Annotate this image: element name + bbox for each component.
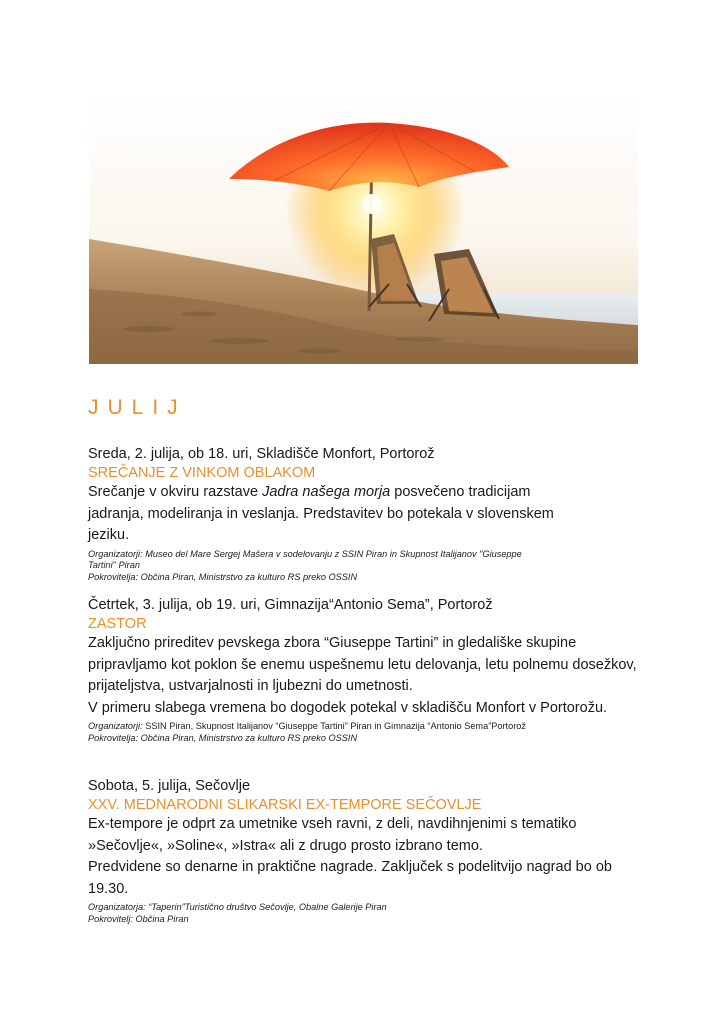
event-patron: Pokrovitelj: Občina Piran: [88, 913, 189, 924]
event-2: [88, 596, 648, 744]
event-patron: Pokroviteljа: Občina Piran, Ministrstvo za kulturo RS preko OSSIN: [88, 732, 358, 743]
event-date: Četrtek, 3. julija, ob 19. uri, Gimnazija“Antonio Sema”, Portorož: [88, 597, 493, 613]
exhibition-name: Jadra našega morja: [262, 484, 391, 500]
event-date: Sobota, 5. julija, Sečovlje: [88, 778, 251, 794]
event-title: XXV. MEDNARODNI SLIKARSKI EX-TEMPORE SEČOVLJE: [88, 797, 482, 813]
hero-photo: [89, 89, 638, 364]
event-organizers: Organizatorji: SSIN Piran, Skupnost Italijanov “Giuseppe Tartini” Piran in Gimnazija “Antonio Sema”Portorož: [88, 721, 526, 731]
event-3: [88, 777, 648, 925]
event-title: ZASTOR: [88, 616, 147, 632]
event-organizers: Organizatorji: Museo del Mare Sergej Mašera v sodelovanju z SSIN Piran in Skupnost Italijanov "Giuseppe Tartini" Piran: [88, 548, 522, 570]
event-organizers: Organizatorja: “Taperin”Turistično društvo Sečovlje, Obalne Galerije Piran: [88, 902, 387, 912]
beach-umbrella-deck-chairs-image: [89, 89, 638, 364]
event-description: Zaključno prireditev pevskega zbora “Giuseppe Tartini” in gledališke skupine pripravljamo kot poklon še enemu uspešnemu letu delovanja, letu polnemu dosežkov, prijateljstva, ustvarjalnosti in ljubezni do umetnosti. V primeru slabega vremena bo dogodek potekal v skladišču Monfort v Portorožu.: [88, 635, 637, 716]
event-patron: Pokroviteljа: Občina Piran, Ministrstvo za kulturo RS preko OSSIN: [88, 571, 358, 582]
event-date: Sreda, 2. julija, ob 18. uri, Skladišče Monfort, Portorož: [88, 446, 435, 462]
month-heading: JULIJ: [88, 396, 187, 419]
event-description: Srečanje v okviru razstave Jadra našega morja posvečeno tradicijam jadranja, modeliranja in veslanja. Predstavitev bo potekala v slovenskem jeziku.: [88, 484, 554, 543]
event-1: [88, 445, 648, 583]
event-description: Ex-tempore je odprt za umetnike vseh ravni, z deli, navdihnjenimi s tematiko »Sečovlje«, »Soline«, »Istra« ali z drugo prosto izbrano temo. Predvidene so denarne in praktične nagrade. Zaključek s podelitvijo nagrad bo ob 19.30.: [88, 816, 612, 897]
event-title: SREČANJE Z VINKOM OBLAKOM: [88, 465, 316, 481]
